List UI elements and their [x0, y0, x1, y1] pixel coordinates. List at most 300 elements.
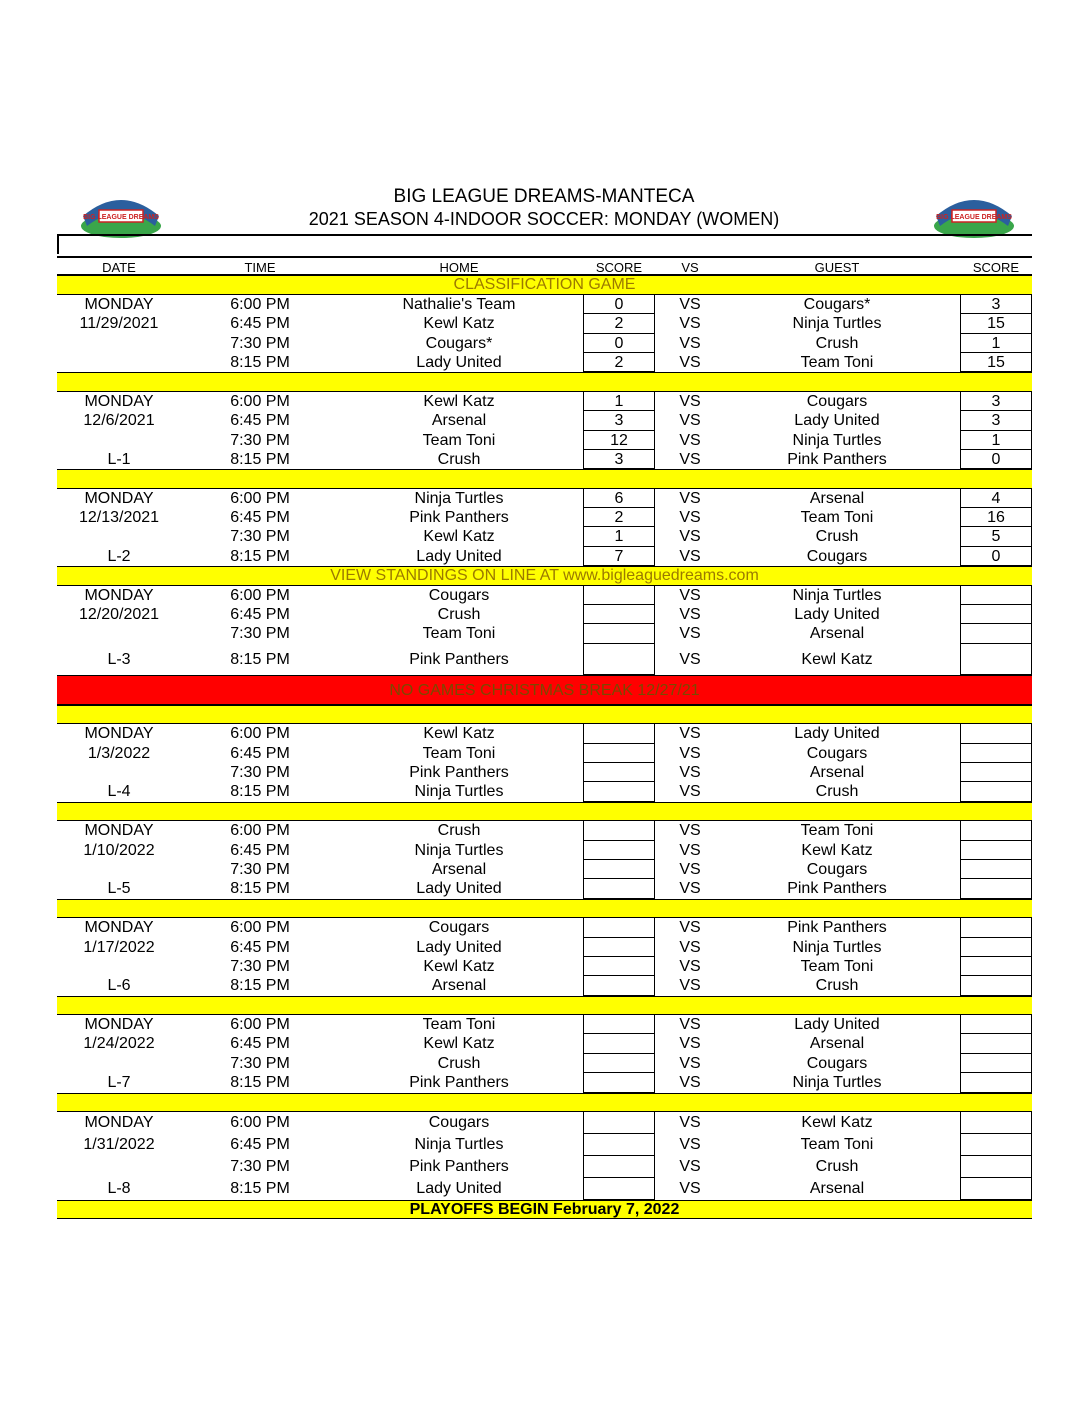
game-row [57, 547, 1032, 566]
vs-label: VS [679, 783, 701, 801]
game-time: 8:15 PM [230, 547, 290, 565]
guest-score: 0 [960, 450, 1032, 469]
game-row [57, 527, 1032, 546]
guest-team: Lady United [794, 1016, 880, 1034]
vs-label: VS [679, 1035, 701, 1053]
vs-label: VS [679, 392, 701, 410]
home-team: Crush [437, 450, 481, 468]
home-score [583, 782, 655, 801]
game-row [57, 624, 1032, 643]
week-day: MONDAY [84, 489, 154, 507]
league-week: L-5 [107, 880, 131, 898]
game-row [57, 392, 1032, 411]
guest-score: 1 [960, 431, 1032, 450]
week-day: MONDAY [84, 919, 154, 937]
game-time: 6:00 PM [230, 586, 290, 604]
home-team: Kewl Katz [423, 725, 495, 743]
home-score [583, 624, 655, 643]
game-row [57, 411, 1032, 430]
home-team: Lady United [416, 547, 502, 565]
game-row [57, 334, 1032, 353]
home-score [583, 744, 655, 763]
league-week: L-7 [107, 1074, 131, 1092]
game-time: 6:00 PM [230, 1114, 290, 1132]
game-row [57, 431, 1032, 450]
guest-team: Team Toni [800, 509, 874, 527]
game-row [57, 976, 1032, 995]
home-team: Ninja Turtles [414, 841, 504, 859]
game-time: 6:45 PM [230, 938, 290, 956]
game-row [57, 1156, 1032, 1178]
guest-score: 0 [960, 547, 1032, 566]
game-row [57, 353, 1032, 372]
home-score [583, 1178, 655, 1200]
home-team: Arsenal [431, 977, 487, 995]
guest-team: Lady United [794, 606, 880, 624]
week-date: 1/31/2022 [83, 1136, 155, 1154]
home-team: Cougars [428, 586, 490, 604]
vs-label: VS [679, 763, 701, 781]
game-time: 6:00 PM [230, 725, 290, 743]
week-block [57, 295, 1032, 373]
game-row [57, 918, 1032, 937]
game-time: 7:30 PM [230, 528, 290, 546]
home-score [583, 724, 655, 743]
home-team: Lady United [416, 880, 502, 898]
game-time: 8:15 PM [230, 1074, 290, 1092]
week-separator [57, 372, 1032, 391]
guest-team: Ninja Turtles [792, 938, 882, 956]
week-block [57, 918, 1032, 996]
time-header: TIME [244, 260, 276, 275]
game-row [57, 1134, 1032, 1156]
home-score: 3 [583, 411, 655, 430]
game-row [57, 782, 1032, 801]
guest-team: Team Toni [800, 1136, 874, 1154]
home-team: Cougars [428, 919, 490, 937]
classification-band [57, 275, 1032, 294]
guest-score [960, 644, 1032, 675]
guest-score [960, 1054, 1032, 1073]
vs-label: VS [679, 586, 701, 604]
standings-band [57, 566, 1032, 585]
guest-team: Cougars [806, 1054, 868, 1072]
guest-score: 3 [960, 411, 1032, 430]
guest-score: 5 [960, 527, 1032, 546]
week-day: MONDAY [84, 586, 154, 604]
guest-header: GUEST [814, 260, 860, 275]
game-time: 7:30 PM [230, 334, 290, 352]
guest-score [960, 586, 1032, 605]
game-row [57, 605, 1032, 624]
guest-score: 3 [960, 295, 1032, 314]
home-score [583, 938, 655, 957]
game-row [57, 821, 1032, 840]
guest-team: Pink Panthers [787, 919, 887, 937]
vs-label: VS [679, 1158, 701, 1176]
week-day: MONDAY [84, 1016, 154, 1034]
home-score: 3 [583, 450, 655, 469]
home-team: Lady United [416, 353, 502, 371]
home-team: Pink Panthers [409, 1074, 509, 1092]
vs-label: VS [679, 1136, 701, 1154]
guest-score: 4 [960, 489, 1032, 508]
date-header: DATE [102, 260, 136, 275]
home-score: 2 [583, 314, 655, 333]
game-time: 6:00 PM [230, 822, 290, 840]
guest-team: Team Toni [800, 822, 874, 840]
guest-team: Arsenal [809, 625, 865, 643]
guest-score [960, 1156, 1032, 1178]
guest-team: Kewl Katz [801, 841, 873, 859]
week-date: 1/10/2022 [83, 841, 155, 859]
game-time: 7:30 PM [230, 431, 290, 449]
league-week: L-3 [107, 650, 131, 668]
title-divider [57, 234, 1032, 236]
guest-score [960, 957, 1032, 976]
game-time: 6:45 PM [230, 1035, 290, 1053]
vs-label: VS [679, 1180, 701, 1198]
game-time: 7:30 PM [230, 625, 290, 643]
game-time: 8:15 PM [230, 1180, 290, 1198]
week-block [57, 586, 1032, 675]
home-score: 0 [583, 295, 655, 314]
page-subtitle: 2021 SEASON 4-INDOOR SOCCER: MONDAY (WOMEN) [308, 209, 780, 229]
vs-label: VS [679, 547, 701, 565]
guest-team: Arsenal [809, 489, 865, 507]
home-score [583, 841, 655, 860]
home-team: Nathalie's Team [402, 295, 516, 313]
home-header: HOME [439, 260, 479, 275]
playoffs-band-text: PLAYOFFS BEGIN February 7, 2022 [409, 1201, 680, 1219]
home-score: 7 [583, 547, 655, 566]
guest-score [960, 624, 1032, 643]
week-day: MONDAY [84, 1114, 154, 1132]
week-separator [57, 1093, 1032, 1112]
guest-score [960, 1015, 1032, 1034]
guest-team: Cougars [806, 392, 868, 410]
guest-team: Team Toni [800, 353, 874, 371]
home-team: Crush [437, 606, 481, 624]
guest-team: Crush [815, 334, 859, 352]
column-header-row [57, 256, 1032, 275]
week-block [57, 1015, 1032, 1093]
game-row [57, 1178, 1032, 1200]
vs-label: VS [679, 1074, 701, 1092]
home-score [583, 860, 655, 879]
game-time: 7:30 PM [230, 1054, 290, 1072]
week-block [57, 821, 1032, 899]
week-date: 1/24/2022 [83, 1035, 155, 1053]
home-score: 6 [583, 489, 655, 508]
week-block [57, 489, 1032, 567]
game-time: 8:15 PM [230, 353, 290, 371]
game-row [57, 295, 1032, 314]
home-score: 1 [583, 392, 655, 411]
guest-team: Cougars [806, 547, 868, 565]
vs-label: VS [679, 1054, 701, 1072]
vs-label: VS [679, 860, 701, 878]
vs-label: VS [679, 353, 701, 371]
home-score [583, 1015, 655, 1034]
vs-label: VS [679, 880, 701, 898]
home-team: Kewl Katz [423, 957, 495, 975]
game-time: 6:45 PM [230, 509, 290, 527]
svg-text:BIG LEAGUE DREAMS: BIG LEAGUE DREAMS [83, 214, 159, 221]
game-time: 6:00 PM [230, 1016, 290, 1034]
game-time: 6:00 PM [230, 489, 290, 507]
game-row [57, 1015, 1032, 1034]
guest-score [960, 976, 1032, 995]
vs-label: VS [679, 412, 701, 430]
home-score: 12 [583, 431, 655, 450]
vs-label: VS [679, 822, 701, 840]
guest-team: Pink Panthers [787, 880, 887, 898]
home-score: 1 [583, 527, 655, 546]
guest-team: Lady United [794, 725, 880, 743]
guest-score [960, 1112, 1032, 1134]
home-score: 0 [583, 334, 655, 353]
guest-score: 1 [960, 334, 1032, 353]
game-row [57, 744, 1032, 763]
guest-score [960, 1034, 1032, 1053]
home-team: Team Toni [422, 1016, 496, 1034]
game-row [57, 489, 1032, 508]
guest-score [960, 879, 1032, 898]
league-week: L-6 [107, 977, 131, 995]
game-time: 6:45 PM [230, 1136, 290, 1154]
game-row [57, 938, 1032, 957]
game-row [57, 586, 1032, 605]
guest-score [960, 841, 1032, 860]
home-score: 2 [583, 353, 655, 372]
vs-label: VS [679, 725, 701, 743]
game-time: 6:00 PM [230, 295, 290, 313]
league-week: L-8 [107, 1180, 131, 1198]
home-team: Kewl Katz [423, 1035, 495, 1053]
vs-label: VS [679, 650, 701, 668]
home-team: Pink Panthers [409, 650, 509, 668]
game-time: 7:30 PM [230, 957, 290, 975]
guest-score [960, 1134, 1032, 1156]
home-team: Team Toni [422, 431, 496, 449]
standings-band-text: VIEW STANDINGS ON LINE AT www.bigleaguedreams.com [330, 567, 759, 585]
game-time: 6:45 PM [230, 606, 290, 624]
guest-score: 15 [960, 314, 1032, 333]
week-date: 12/6/2021 [83, 412, 155, 430]
guest-team: Crush [815, 528, 859, 546]
guest-score [960, 1073, 1032, 1092]
home-team: Cougars* [425, 334, 493, 352]
guest-score: 3 [960, 392, 1032, 411]
league-week: L-4 [107, 783, 131, 801]
guest-score [960, 724, 1032, 743]
guest-team: Cougars [806, 860, 868, 878]
week-date: 11/29/2021 [79, 315, 159, 333]
guest-score-header: SCORE [972, 260, 1020, 275]
guest-team: Lady United [794, 412, 880, 430]
game-time: 8:15 PM [230, 783, 290, 801]
game-row [57, 841, 1032, 860]
guest-team: Ninja Turtles [792, 431, 882, 449]
home-score [583, 821, 655, 840]
week-separator [57, 802, 1032, 821]
game-row [57, 1054, 1032, 1073]
home-score [583, 763, 655, 782]
game-row [57, 1034, 1032, 1053]
game-row [57, 860, 1032, 879]
home-score: 2 [583, 508, 655, 527]
vs-label: VS [679, 315, 701, 333]
guest-score [960, 1178, 1032, 1200]
league-week: L-1 [107, 450, 131, 468]
week-block [57, 392, 1032, 470]
home-score [583, 1034, 655, 1053]
game-time: 8:15 PM [230, 977, 290, 995]
vs-label: VS [679, 431, 701, 449]
game-time: 6:45 PM [230, 744, 290, 762]
vs-label: VS [679, 334, 701, 352]
guest-score [960, 605, 1032, 624]
vs-label: VS [679, 450, 701, 468]
vs-label: VS [679, 295, 701, 313]
game-time: 7:30 PM [230, 860, 290, 878]
home-team: Crush [437, 822, 481, 840]
guest-team: Ninja Turtles [792, 586, 882, 604]
home-score [583, 879, 655, 898]
home-score [583, 1112, 655, 1134]
game-time: 7:30 PM [230, 763, 290, 781]
home-team: Team Toni [422, 625, 496, 643]
vs-label: VS [679, 1016, 701, 1034]
left-border [57, 234, 59, 254]
guest-team: Arsenal [809, 1035, 865, 1053]
game-time: 6:45 PM [230, 841, 290, 859]
guest-score [960, 763, 1032, 782]
home-score-header: SCORE [595, 260, 643, 275]
classification-band-text: CLASSIFICATION GAME [453, 276, 636, 294]
vs-label: VS [679, 938, 701, 956]
vs-label: VS [679, 528, 701, 546]
week-date: 12/20/2021 [78, 606, 160, 624]
game-row [57, 763, 1032, 782]
week-separator [57, 996, 1032, 1015]
guest-team: Kewl Katz [801, 1114, 873, 1132]
vs-label: VS [679, 1114, 701, 1132]
vs-label: VS [679, 841, 701, 859]
week-separator [57, 705, 1032, 724]
vs-label: VS [679, 489, 701, 507]
week-block [57, 724, 1032, 802]
home-team: Pink Panthers [409, 509, 509, 527]
home-team: Lady United [416, 1180, 502, 1198]
vs-label: VS [679, 957, 701, 975]
home-team: Kewl Katz [423, 528, 495, 546]
home-score [583, 957, 655, 976]
game-row [57, 1073, 1032, 1092]
guest-team: Cougars* [803, 295, 871, 313]
guest-score [960, 860, 1032, 879]
christmas-break-band-text: NO GAMES CHRISTMAS BREAK 12/27/21 [389, 681, 700, 699]
guest-team: Crush [815, 783, 859, 801]
vs-label: VS [679, 977, 701, 995]
week-date: 1/3/2022 [87, 744, 151, 762]
game-time: 8:15 PM [230, 880, 290, 898]
week-separator [57, 899, 1032, 918]
game-time: 6:00 PM [230, 392, 290, 410]
guest-team: Kewl Katz [801, 650, 873, 668]
home-score [583, 1134, 655, 1156]
week-day: MONDAY [84, 822, 154, 840]
guest-score [960, 782, 1032, 801]
schedule-table [57, 256, 1032, 1219]
home-score [583, 644, 655, 675]
home-team: Arsenal [431, 412, 487, 430]
guest-team: Arsenal [809, 1180, 865, 1198]
vs-label: VS [679, 919, 701, 937]
home-team: Pink Panthers [409, 1158, 509, 1176]
game-row [57, 1112, 1032, 1134]
week-day: MONDAY [84, 392, 154, 410]
game-row [57, 508, 1032, 527]
home-team: Ninja Turtles [414, 489, 504, 507]
guest-team: Arsenal [809, 763, 865, 781]
game-time: 6:45 PM [230, 412, 290, 430]
guest-team: Crush [815, 977, 859, 995]
home-score [583, 976, 655, 995]
vs-label: VS [679, 625, 701, 643]
svg-text:BIG LEAGUE DREAMS: BIG LEAGUE DREAMS [936, 214, 1012, 221]
game-row [57, 879, 1032, 898]
vs-label: VS [679, 744, 701, 762]
christmas-break-band [57, 675, 1032, 705]
home-team: Kewl Katz [423, 392, 495, 410]
vs-label: VS [679, 606, 701, 624]
game-row [57, 644, 1032, 675]
home-team: Kewl Katz [423, 315, 495, 333]
home-score [583, 1156, 655, 1178]
game-time: 7:30 PM [230, 1158, 290, 1176]
week-day: MONDAY [84, 725, 154, 743]
home-score [583, 918, 655, 937]
home-score [583, 1054, 655, 1073]
home-team: Arsenal [431, 860, 487, 878]
playoffs-band [57, 1200, 1032, 1219]
game-time: 6:45 PM [230, 315, 290, 333]
week-block [57, 1112, 1032, 1200]
home-team: Cougars [428, 1114, 490, 1132]
home-team: Crush [437, 1054, 481, 1072]
guest-score [960, 744, 1032, 763]
guest-team: Ninja Turtles [792, 1074, 882, 1092]
guest-team: Cougars [806, 744, 868, 762]
guest-team: Team Toni [800, 957, 874, 975]
home-team: Ninja Turtles [414, 783, 504, 801]
home-score [583, 605, 655, 624]
guest-score: 15 [960, 353, 1032, 372]
guest-team: Ninja Turtles [792, 315, 882, 333]
guest-score: 16 [960, 508, 1032, 527]
home-team: Team Toni [422, 744, 496, 762]
home-team: Ninja Turtles [414, 1136, 504, 1154]
vs-header: VS [681, 260, 699, 275]
week-date: 1/17/2022 [83, 938, 155, 956]
home-score [583, 586, 655, 605]
game-time: 6:00 PM [230, 919, 290, 937]
game-row [57, 724, 1032, 743]
home-team: Lady United [416, 938, 502, 956]
game-row [57, 314, 1032, 333]
